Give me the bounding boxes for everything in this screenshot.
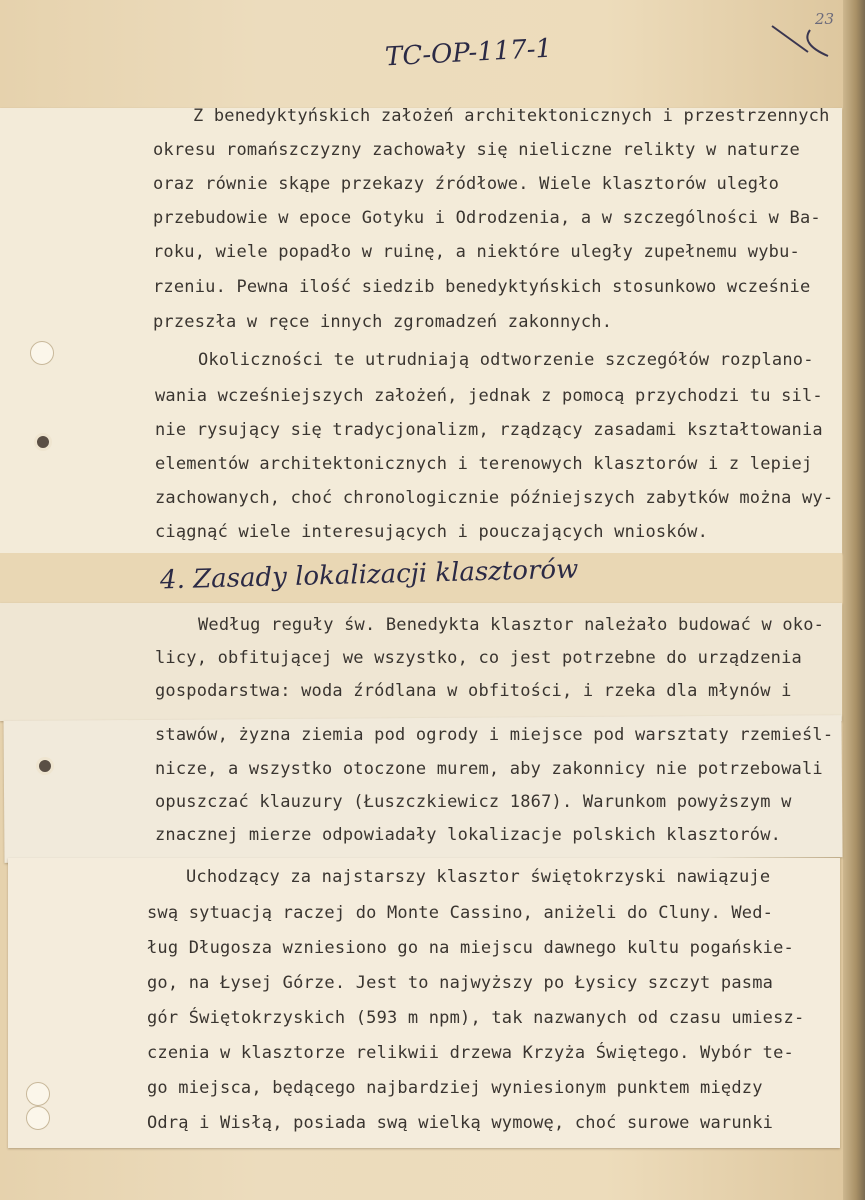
text-line: licy, obfitującej we wszystko, co jest potrzebne do urządzenia (155, 648, 802, 668)
text-line: nicze, a wszystko otoczone murem, aby zakonnicy nie potrzebowali (155, 759, 823, 779)
text-line: roku, wiele popadło w ruinę, a niektóre uległy zupełnemu wybu- (153, 242, 800, 262)
text-line: gospodarstwa: woda źródlana w obfitości, i rzeka dla młynów i (155, 681, 792, 701)
text-line: ług Długosza wzniesiono go na miejscu dawnego kultu pogańskie- (147, 938, 794, 958)
punch-hole (30, 341, 54, 365)
section-heading: 4. Zasady lokalizacji klasztorów (159, 554, 579, 596)
text-line: okresu romańszczyzny zachowały się nieliczne relikty w naturze (153, 140, 800, 160)
text-line: czenia w klasztorze relikwii drzewa Krzyża Świętego. Wybór te- (147, 1043, 794, 1063)
text-line: stawów, żyzna ziemia pod ogrody i miejsce pod warsztaty rzemieśl- (155, 725, 834, 745)
archive-reference: TC-OP-117-1 (384, 33, 553, 73)
page-number: 23 (815, 10, 835, 28)
text-line: Z benedyktyńskich założeń architektonicznych i przestrzennych (193, 106, 830, 126)
text-line: Okoliczności te utrudniają odtworzenie szczegółów rozplano- (198, 350, 814, 370)
text-line: Według reguły św. Benedykta klasztor należało budować w oko- (198, 615, 825, 635)
handwritten-mark (770, 22, 830, 62)
text-line: ciągnąć wiele interesujących i pouczających wniosków. (155, 522, 709, 542)
text-line: przebudowie w epoce Gotyku i Odrodzenia, a w szczególności w Ba- (153, 208, 821, 228)
page-stack-edge (843, 0, 865, 1200)
punch-hole (26, 1082, 50, 1106)
pasted-strip-4 (8, 858, 840, 1148)
text-line: Uchodzący za najstarszy klasztor świętokrzyski nawiązuje (186, 867, 771, 887)
text-line: Odrą i Wisłą, posiada swą wielką wymowę, choć surowe warunki (147, 1113, 774, 1133)
punch-hole (34, 433, 52, 451)
text-line: nie rysujący się tradycjonalizm, rządzący zasadami kształtowania (155, 420, 823, 440)
text-line: zachowanych, choć chronologicznie późniejszych zabytków można wy- (155, 488, 834, 508)
text-line: gór Świętokrzyskich (593 m npm), tak nazwanych od czasu umiesz- (147, 1008, 805, 1028)
text-line: elementów architektonicznych i terenowych klasztorów i z lepiej (155, 454, 813, 474)
text-line: go miejsca, będącego najbardziej wyniesionym punktem między (147, 1078, 763, 1098)
text-line: wania wcześniejszych założeń, jednak z pomocą przychodzi tu sil- (155, 386, 823, 406)
text-line: swą sytuacją raczej do Monte Cassino, aniżeli do Cluny. Wed- (147, 903, 774, 923)
text-line: oraz równie skąpe przekazy źródłowe. Wiele klasztorów uległo (153, 174, 780, 194)
text-line: go, na Łysej Górze. Jest to najwyższy po Łysicy szczyt pasma (147, 973, 774, 993)
text-line: znacznej mierze odpowiadały lokalizacje polskich klasztorów. (155, 825, 782, 845)
text-line: opuszczać klauzury (Łuszczkiewicz 1867). Warunkom powyższym w (155, 792, 792, 812)
text-line: rzeniu. Pewna ilość siedzib benedyktyńskich stosunkowo wcześnie (153, 277, 811, 297)
punch-hole (26, 1106, 50, 1130)
punch-hole (36, 757, 54, 775)
text-line: przeszła w ręce innych zgromadzeń zakonnych. (153, 312, 613, 332)
